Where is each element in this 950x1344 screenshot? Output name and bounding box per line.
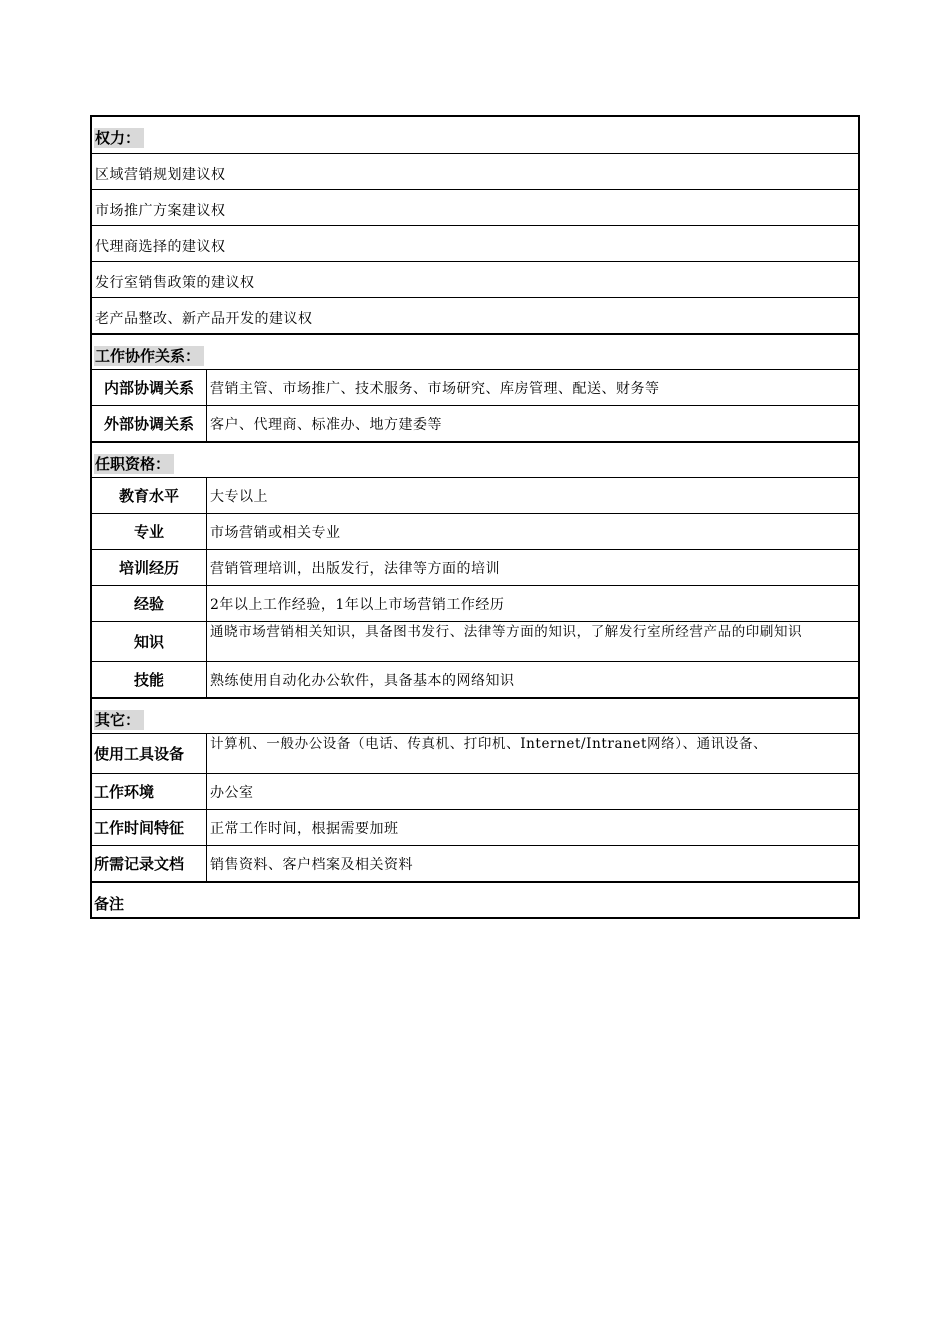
other-row <box>92 733 858 773</box>
power-row <box>92 225 858 261</box>
section-header-other <box>92 697 858 733</box>
other-value: 正常工作时间，根据需要加班 <box>210 821 399 837</box>
power-row <box>92 189 858 225</box>
qualification-label: 技能 <box>92 662 207 697</box>
qualification-value: 通晓市场营销相关知识，具备图书发行、法律等方面的知识，了解发行室所经营产品的印刷知识 <box>210 624 803 640</box>
power-row <box>92 153 858 189</box>
qualification-value: 2年以上工作经验，1年以上市场营销工作经历 <box>210 597 505 613</box>
other-label: 使用工具设备 <box>92 734 207 773</box>
relation-label: 外部协调关系 <box>92 406 207 441</box>
power-row <box>92 297 858 333</box>
other-value: 计算机、一般办公设备（电话、传真机、打印机、Internet/Intranet网络）、通讯设备、 <box>210 736 768 752</box>
qualification-value: 营销管理培训，出版发行，法律等方面的培训 <box>210 561 500 577</box>
power-item: 代理商选择的建议权 <box>95 239 226 255</box>
section-header-powers <box>92 117 858 153</box>
qualification-value: 市场营销或相关专业 <box>210 525 341 541</box>
other-row <box>92 773 858 809</box>
relation-row <box>92 405 858 441</box>
qualification-value: 大专以上 <box>210 489 268 505</box>
remarks-header: 备注 <box>94 895 125 913</box>
job-description-table <box>90 115 860 919</box>
other-row <box>92 809 858 845</box>
other-value: 办公室 <box>210 785 254 801</box>
powers-header: 权力： <box>94 128 144 148</box>
relation-value: 营销主管、市场推广、技术服务、市场研究、库房管理、配送、财务等 <box>210 380 660 397</box>
power-item: 老产品整改、新产品开发的建议权 <box>95 311 313 327</box>
qualification-row <box>92 621 858 661</box>
qualification-label: 培训经历 <box>92 550 207 585</box>
relations-header: 工作协作关系： <box>94 346 204 366</box>
qualification-row <box>92 513 858 549</box>
section-header-relations <box>92 333 858 369</box>
other-label: 工作时间特征 <box>92 810 207 845</box>
qualification-label: 知识 <box>92 622 207 661</box>
other-header: 其它： <box>94 710 144 730</box>
relation-value: 客户、代理商、标准办、地方建委等 <box>210 416 442 433</box>
qualification-row <box>92 477 858 513</box>
other-label: 工作环境 <box>92 774 207 809</box>
other-value: 销售资料、客户档案及相关资料 <box>210 857 413 873</box>
relation-row <box>92 369 858 405</box>
qualification-row <box>92 585 858 621</box>
power-row <box>92 261 858 297</box>
power-item: 区域营销规划建议权 <box>95 167 226 183</box>
section-header-remarks <box>92 881 858 917</box>
other-label: 所需记录文档 <box>92 846 207 881</box>
qualification-row <box>92 661 858 697</box>
other-row <box>92 845 858 881</box>
qualification-label: 专业 <box>92 514 207 549</box>
qualification-value: 熟练使用自动化办公软件，具备基本的网络知识 <box>210 673 515 689</box>
section-header-qualifications <box>92 441 858 477</box>
power-item: 市场推广方案建议权 <box>95 203 226 219</box>
qualification-label: 经验 <box>92 586 207 621</box>
relation-label: 内部协调关系 <box>92 370 207 405</box>
qualifications-header: 任职资格： <box>94 454 174 474</box>
power-item: 发行室销售政策的建议权 <box>95 275 255 291</box>
qualification-row <box>92 549 858 585</box>
qualification-label: 教育水平 <box>92 478 207 513</box>
